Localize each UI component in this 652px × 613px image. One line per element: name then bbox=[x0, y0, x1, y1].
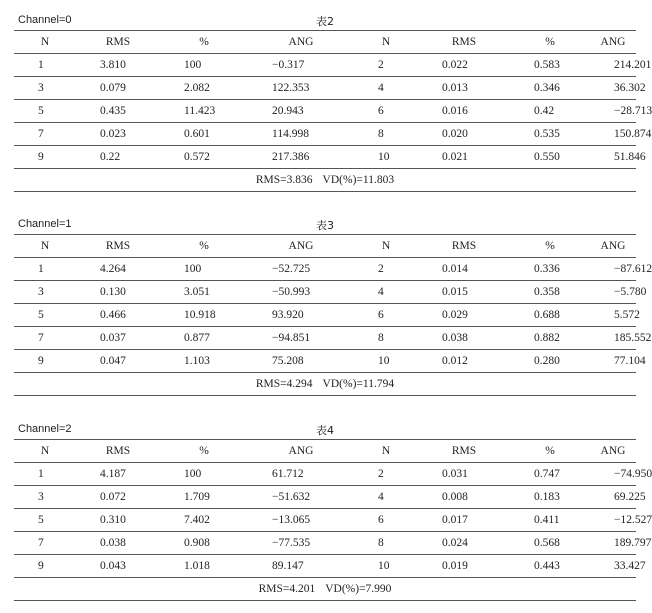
table-cell: 10.918 bbox=[160, 304, 248, 327]
table-row bbox=[14, 54, 636, 77]
column-header: % bbox=[510, 235, 590, 258]
table-cell: 0.029 bbox=[418, 304, 510, 327]
table-cell: 20.943 bbox=[248, 100, 354, 123]
table-cell: 0.024 bbox=[418, 532, 510, 555]
table-cell: 4 bbox=[354, 486, 418, 509]
table-cell: 0.42 bbox=[510, 100, 590, 123]
table-row bbox=[14, 146, 636, 169]
table-cell: 185.552 bbox=[590, 327, 636, 350]
table-cell: 0.183 bbox=[510, 486, 590, 509]
column-header: RMS bbox=[76, 440, 160, 463]
column-header-row bbox=[14, 31, 636, 54]
column-header: ANG bbox=[590, 235, 636, 258]
table-cell: 8 bbox=[354, 327, 418, 350]
table-title: 表4 bbox=[316, 424, 334, 437]
table-cell: 0.017 bbox=[418, 509, 510, 532]
vd-summary: VD(%)=11.803 bbox=[322, 174, 395, 186]
table-row bbox=[14, 509, 636, 532]
table-cell: 7 bbox=[14, 123, 76, 146]
table-cell: 0.043 bbox=[76, 555, 160, 578]
table-cell: 6 bbox=[354, 304, 418, 327]
table-cell: 77.104 bbox=[590, 350, 636, 373]
table-cell: 150.874 bbox=[590, 123, 636, 146]
table-cell: 0.038 bbox=[76, 532, 160, 555]
column-header: N bbox=[354, 31, 418, 54]
harmonic-table bbox=[14, 234, 652, 373]
table-cell: 0.583 bbox=[510, 54, 590, 77]
table-cell: 1 bbox=[14, 54, 76, 77]
table-cell: 0.877 bbox=[160, 327, 248, 350]
table-cell: 0.072 bbox=[76, 486, 160, 509]
table-cell: 0.037 bbox=[76, 327, 160, 350]
table-cell: 10 bbox=[354, 350, 418, 373]
table-cell: −87.612 bbox=[590, 258, 636, 281]
table-cell: 4 bbox=[354, 281, 418, 304]
summary-line bbox=[14, 169, 636, 192]
table-cell: 9 bbox=[14, 350, 76, 373]
table-cell: 0.411 bbox=[510, 509, 590, 532]
column-header-row bbox=[14, 235, 636, 258]
table-cell: −50.993 bbox=[248, 281, 354, 304]
table-cell: 0.021 bbox=[418, 146, 510, 169]
channel-label: Channel=1 bbox=[18, 218, 72, 230]
table-cell: 0.346 bbox=[510, 77, 590, 100]
table-cell: 0.020 bbox=[418, 123, 510, 146]
column-header: % bbox=[160, 235, 248, 258]
table-cell: −5.780 bbox=[590, 281, 636, 304]
table-cell: 69.225 bbox=[590, 486, 636, 509]
table-cell: 0.013 bbox=[418, 77, 510, 100]
column-header: % bbox=[510, 31, 590, 54]
channel-label: Channel=2 bbox=[18, 423, 72, 435]
table-cell: −94.851 bbox=[248, 327, 354, 350]
summary-line bbox=[14, 578, 636, 601]
column-header: % bbox=[510, 440, 590, 463]
table-cell: −51.632 bbox=[248, 486, 354, 509]
column-header: RMS bbox=[418, 440, 510, 463]
column-header: N bbox=[354, 235, 418, 258]
table-cell: −13.065 bbox=[248, 509, 354, 532]
harmonic-table-block bbox=[14, 12, 652, 192]
column-header: ANG bbox=[248, 440, 354, 463]
table-cell: 0.031 bbox=[418, 463, 510, 486]
rms-summary: RMS=4.294 bbox=[255, 378, 313, 390]
table-row bbox=[14, 327, 636, 350]
table-cell: 2.082 bbox=[160, 77, 248, 100]
table-cell: 7.402 bbox=[160, 509, 248, 532]
table-cell: 3.051 bbox=[160, 281, 248, 304]
table-title: 表2 bbox=[316, 15, 334, 28]
table-cell: 0.023 bbox=[76, 123, 160, 146]
column-header: RMS bbox=[418, 235, 510, 258]
table-row bbox=[14, 463, 636, 486]
table-cell: 36.302 bbox=[590, 77, 636, 100]
table-cell: 6 bbox=[354, 100, 418, 123]
table-cell: 1.018 bbox=[160, 555, 248, 578]
table-header-line bbox=[14, 216, 636, 234]
harmonic-table-block bbox=[14, 216, 652, 396]
table-row bbox=[14, 555, 636, 578]
table-row bbox=[14, 532, 636, 555]
table-cell: 3 bbox=[14, 77, 76, 100]
table-cell: 9 bbox=[14, 146, 76, 169]
table-cell: 93.920 bbox=[248, 304, 354, 327]
rms-summary: RMS=3.836 bbox=[255, 174, 313, 186]
table-cell: 114.998 bbox=[248, 123, 354, 146]
table-cell: 214.201 bbox=[590, 54, 636, 77]
table-cell: 0.882 bbox=[510, 327, 590, 350]
table-cell: 75.208 bbox=[248, 350, 354, 373]
table-cell: 7 bbox=[14, 327, 76, 350]
channel-label: Channel=0 bbox=[18, 14, 72, 26]
table-header-line bbox=[14, 12, 636, 30]
table-cell: 100 bbox=[160, 54, 248, 77]
table-cell: 0.014 bbox=[418, 258, 510, 281]
table-cell: −28.713 bbox=[590, 100, 636, 123]
table-cell: 4.264 bbox=[76, 258, 160, 281]
column-header: RMS bbox=[76, 31, 160, 54]
table-cell: 0.130 bbox=[76, 281, 160, 304]
table-row bbox=[14, 77, 636, 100]
table-cell: 0.022 bbox=[418, 54, 510, 77]
harmonic-table bbox=[14, 439, 652, 578]
column-header: ANG bbox=[590, 31, 636, 54]
table-cell: 4.187 bbox=[76, 463, 160, 486]
table-cell: 0.601 bbox=[160, 123, 248, 146]
table-cell: 9 bbox=[14, 555, 76, 578]
table-cell: 6 bbox=[354, 509, 418, 532]
table-cell: 89.147 bbox=[248, 555, 354, 578]
column-header: ANG bbox=[248, 235, 354, 258]
table-cell: 33.427 bbox=[590, 555, 636, 578]
table-cell: 10 bbox=[354, 555, 418, 578]
table-cell: 0.012 bbox=[418, 350, 510, 373]
column-header: RMS bbox=[418, 31, 510, 54]
table-cell: 2 bbox=[354, 463, 418, 486]
table-cell: 3 bbox=[14, 281, 76, 304]
column-header: N bbox=[14, 235, 76, 258]
table-cell: 100 bbox=[160, 258, 248, 281]
table-title: 表3 bbox=[316, 219, 334, 232]
table-cell: −12.527 bbox=[590, 509, 636, 532]
vd-summary: VD(%)=7.990 bbox=[325, 583, 392, 595]
column-header: % bbox=[160, 31, 248, 54]
rms-summary: RMS=4.201 bbox=[258, 583, 316, 595]
table-cell: 0.038 bbox=[418, 327, 510, 350]
table-cell: 0.572 bbox=[160, 146, 248, 169]
table-cell: 0.358 bbox=[510, 281, 590, 304]
table-cell: 0.079 bbox=[76, 77, 160, 100]
table-header-line bbox=[14, 421, 636, 439]
table-cell: 5 bbox=[14, 304, 76, 327]
table-cell: 217.386 bbox=[248, 146, 354, 169]
table-cell: 5 bbox=[14, 100, 76, 123]
table-cell: 5.572 bbox=[590, 304, 636, 327]
harmonic-table bbox=[14, 30, 652, 169]
table-row bbox=[14, 304, 636, 327]
table-cell: 189.797 bbox=[590, 532, 636, 555]
table-cell: −74.950 bbox=[590, 463, 636, 486]
table-cell: −77.535 bbox=[248, 532, 354, 555]
table-cell: −52.725 bbox=[248, 258, 354, 281]
column-header: % bbox=[160, 440, 248, 463]
table-row bbox=[14, 123, 636, 146]
table-cell: 8 bbox=[354, 532, 418, 555]
table-cell: 0.435 bbox=[76, 100, 160, 123]
table-cell: 100 bbox=[160, 463, 248, 486]
column-header-row bbox=[14, 440, 636, 463]
column-header: RMS bbox=[76, 235, 160, 258]
table-cell: 3.810 bbox=[76, 54, 160, 77]
column-header: N bbox=[14, 440, 76, 463]
table-cell: 0.015 bbox=[418, 281, 510, 304]
column-header: N bbox=[14, 31, 76, 54]
table-row bbox=[14, 350, 636, 373]
table-cell: 10 bbox=[354, 146, 418, 169]
table-cell: 1 bbox=[14, 463, 76, 486]
harmonic-table-block bbox=[14, 421, 652, 601]
table-cell: 61.712 bbox=[248, 463, 354, 486]
table-cell: 0.008 bbox=[418, 486, 510, 509]
summary-line bbox=[14, 373, 636, 396]
table-cell: 0.22 bbox=[76, 146, 160, 169]
table-row bbox=[14, 258, 636, 281]
table-cell: 0.568 bbox=[510, 532, 590, 555]
table-cell: 0.336 bbox=[510, 258, 590, 281]
table-cell: 4 bbox=[354, 77, 418, 100]
table-cell: 2 bbox=[354, 54, 418, 77]
table-cell: 1.709 bbox=[160, 486, 248, 509]
table-cell: 2 bbox=[354, 258, 418, 281]
table-cell: 7 bbox=[14, 532, 76, 555]
table-cell: 3 bbox=[14, 486, 76, 509]
table-cell: 1 bbox=[14, 258, 76, 281]
table-cell: 1.103 bbox=[160, 350, 248, 373]
column-header: N bbox=[354, 440, 418, 463]
table-cell: 0.019 bbox=[418, 555, 510, 578]
table-cell: 0.310 bbox=[76, 509, 160, 532]
table-row bbox=[14, 281, 636, 304]
table-cell: 0.688 bbox=[510, 304, 590, 327]
table-cell: 5 bbox=[14, 509, 76, 532]
table-cell: 0.016 bbox=[418, 100, 510, 123]
table-cell: 122.353 bbox=[248, 77, 354, 100]
table-cell: 0.908 bbox=[160, 532, 248, 555]
vd-summary: VD(%)=11.794 bbox=[322, 378, 395, 390]
table-cell: 0.747 bbox=[510, 463, 590, 486]
table-cell: 0.443 bbox=[510, 555, 590, 578]
table-cell: 0.535 bbox=[510, 123, 590, 146]
table-row bbox=[14, 100, 636, 123]
table-cell: 8 bbox=[354, 123, 418, 146]
table-cell: 11.423 bbox=[160, 100, 248, 123]
table-cell: 51.846 bbox=[590, 146, 636, 169]
table-row bbox=[14, 486, 636, 509]
table-cell: 0.550 bbox=[510, 146, 590, 169]
column-header: ANG bbox=[590, 440, 636, 463]
table-cell: −0.317 bbox=[248, 54, 354, 77]
table-cell: 0.047 bbox=[76, 350, 160, 373]
column-header: ANG bbox=[248, 31, 354, 54]
table-cell: 0.280 bbox=[510, 350, 590, 373]
table-cell: 0.466 bbox=[76, 304, 160, 327]
